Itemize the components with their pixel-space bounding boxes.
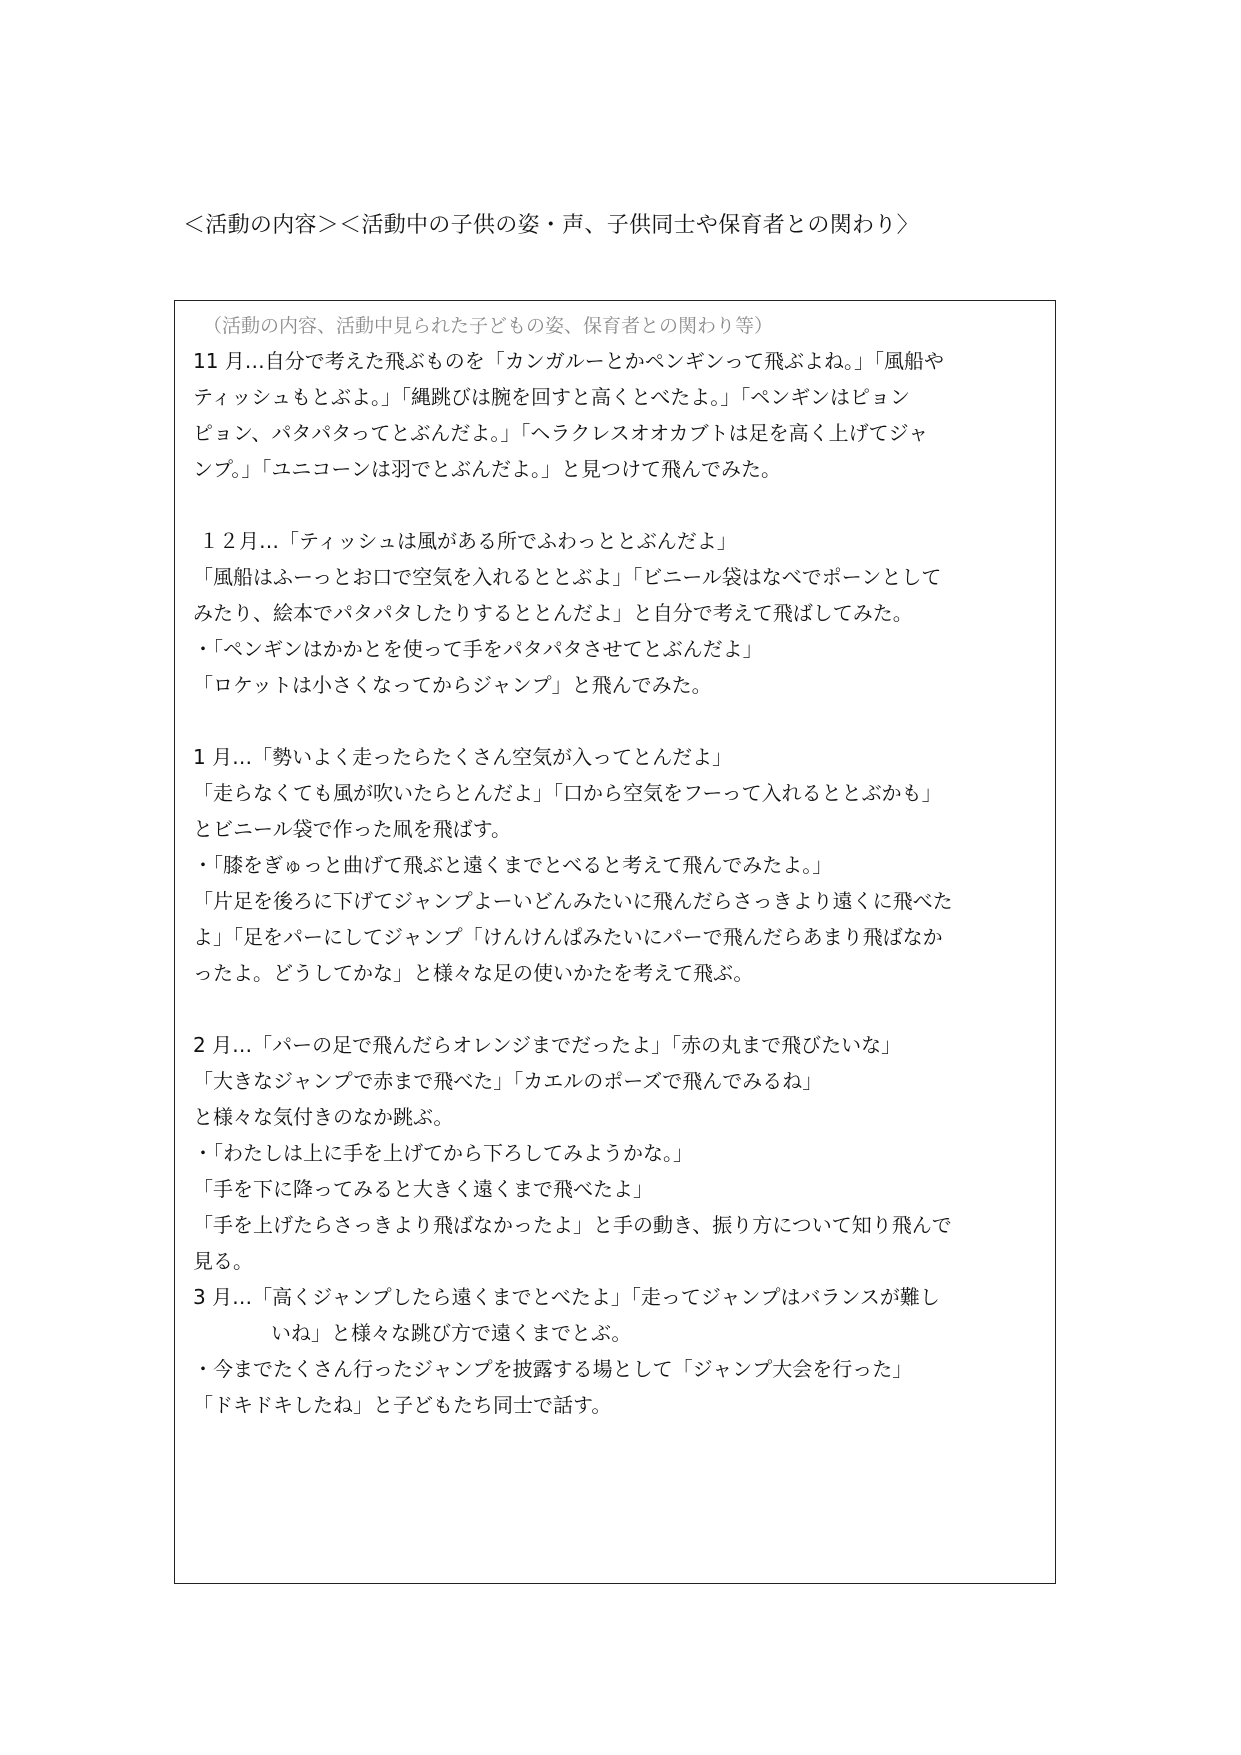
february-line-3: と様々な気付きのなか跳ぶ。	[193, 1105, 454, 1129]
paragraph-gap	[193, 991, 1048, 1027]
december-line-3: みたり、絵本でパタパタしたりするととんだよ」と自分で考えて飛ばしてみた。	[193, 601, 913, 625]
february-line-2: 「大きなジャンプで赤まで飛べた」「カエルのポーズで飛んでみるね」	[193, 1069, 823, 1093]
december-line-2: 「風船はふーっとお口で空気を入れるととぶよ」「ビニール袋はなべでポーンとして	[193, 565, 942, 589]
january-line-7: ったよ。どうしてかな」と様々な足の使いかたを考えて飛ぶ。	[193, 961, 754, 985]
february-line-6: 「手を上げたらさっきより飛ばなかったよ」と手の動き、振り方について知り飛んで	[193, 1213, 952, 1237]
november-line-2: ティッシュもとぶよ。」「縄跳びは腕を回すと高くとべたよ。」「ペンギンはピョン	[193, 385, 910, 409]
activity-record-box	[174, 300, 1056, 1584]
march-line-2: いね」と様々な跳び方で遠くまでとぶ。	[271, 1321, 632, 1345]
january-line-5: 「片足を後ろに下げてジャンプよーいどんみたいに飛んだらさっきより遠くに飛べた	[193, 889, 953, 913]
february-line-1: 2 月…「パーの足で飛んだらオレンジまでだったよ」「赤の丸まで飛びたいな」	[193, 1033, 902, 1057]
november-line-1: 11 月…自分で考えた飛ぶものを「カンガルーとかペンギンって飛ぶよね。」「風船や	[193, 349, 945, 373]
activity-record-content	[193, 309, 1048, 1423]
february-line-5: 「手を下に降ってみると大きく遠くまで飛べたよ」	[193, 1177, 653, 1201]
march-line-4: 「ドキドキしたね」と子どもたち同士で話す。	[193, 1393, 612, 1417]
december-line-4: ・「ペンギンはかかとを使って手をパタパタさせてとぶんだよ」	[193, 637, 763, 661]
february-line-7: 見る。	[193, 1249, 253, 1273]
december-line-1: １２月…「ティッシュは風がある所でふわっととぶんだよ」	[199, 529, 737, 553]
january-line-4: ・「膝をぎゅっと曲げて飛ぶと遠くまでとべると考えて飛んでみたよ。」	[193, 853, 833, 877]
march-line-1: 3 月…「高くジャンプしたら遠くまでとべたよ」「走ってジャンプはバランスが難し	[193, 1285, 940, 1309]
february-line-4: ・「わたしは上に手を上げてから下ろしてみようかな。」	[193, 1141, 693, 1165]
january-line-1: 1 月…「勢いよく走ったらたくさん空気が入ってとんだよ」	[193, 745, 733, 769]
november-line-3: ピョン、パタパタってとぶんだよ。」「ヘラクレスオオカブトは足を高く上げてジャ	[193, 421, 929, 445]
paragraph-gap	[193, 703, 1048, 739]
december-line-5: 「ロケットは小さくなってからジャンプ」と飛んでみた。	[193, 673, 712, 697]
paragraph-gap	[193, 487, 1048, 523]
january-line-2: 「走らなくても風が吹いたらとんだよ」「口から空気をフーって入れるととぶかも」	[193, 781, 942, 805]
box-hint-text: （活動の内容、活動中見られた子どもの姿、保育者との関わり等）	[203, 315, 774, 337]
january-line-6: よ」「足をパーにしてジャンプ「けんけんぱみたいにパーで飛んだらあまり飛ばなか	[193, 925, 943, 949]
section-heading: ＜活動の内容＞＜活動中の子供の姿・声、子供同士や保育者との関わり〉	[183, 213, 919, 238]
march-line-3: ・今までたくさん行ったジャンプを披露する場として「ジャンプ大会を行った」	[193, 1357, 913, 1381]
november-line-4: ンプ。」「ユニコーンは羽でとぶんだよ。」と見つけて飛んでみた。	[193, 457, 781, 481]
january-line-3: とビニール袋で作った凧を飛ばす。	[193, 817, 511, 841]
